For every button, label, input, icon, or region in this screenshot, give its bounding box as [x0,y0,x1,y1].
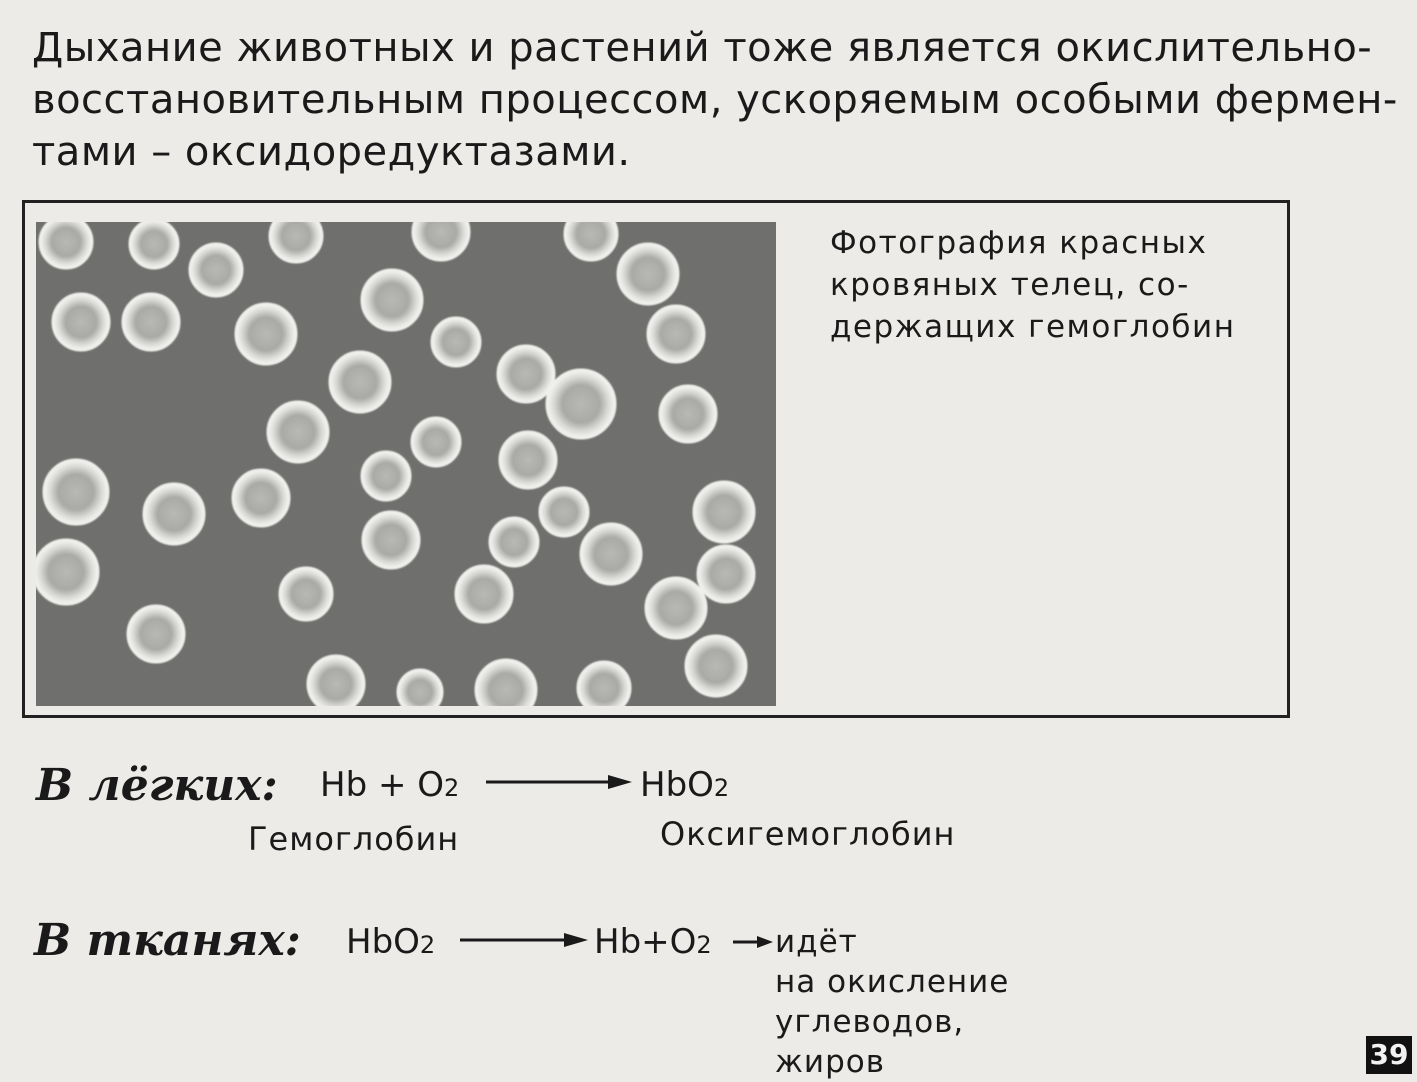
result-line: идёт [775,924,858,960]
lungs-label: В лёгких: [36,760,278,811]
formula-text: Hb + O [320,765,445,805]
result-line: углеводов, [775,1004,965,1040]
red-blood-cell [128,606,184,662]
red-blood-cells-photo [36,222,776,706]
red-blood-cell [398,670,442,706]
red-blood-cell [618,244,678,304]
result-line: на окисление [775,964,1010,1000]
red-blood-cell [130,222,178,268]
red-blood-cell [280,568,332,620]
tissues-reaction-arrow [460,928,588,952]
red-blood-cell [308,656,364,706]
red-blood-cell [490,518,538,566]
lungs-product-formula [640,765,729,805]
hemoglobin-name: Гемоглобин [248,820,460,858]
formula-subscript: 2 [444,774,460,802]
red-blood-cell [123,294,179,350]
tissues-product-formula [594,922,712,962]
red-blood-cell [233,470,289,526]
red-blood-cell [498,346,554,402]
red-blood-cell [362,452,410,500]
formula-subscript: 2 [419,931,436,959]
red-blood-cell [40,222,92,268]
red-blood-cell [44,460,108,524]
tissues-label: В тканях: [34,915,301,966]
tissues-result-text [775,922,1009,1082]
red-blood-cell [363,512,419,568]
red-blood-cell [190,244,242,296]
red-blood-cell [547,370,615,438]
red-blood-cell [330,352,390,412]
red-blood-cell [648,306,704,362]
red-blood-cell [432,318,480,366]
red-blood-cell [236,304,296,364]
micrograph-image [36,222,776,706]
formula-text: HbO [640,765,714,805]
tissues-reactant-formula [346,922,435,962]
intro-line: восстановительным процессом, ускоряемым особыми фермен- [32,77,1398,123]
caption-line: Фотография красных [830,225,1208,261]
page-number-badge: 39 [1366,1036,1412,1074]
red-blood-cell [646,578,706,638]
formula-text: HbO [346,922,420,962]
red-blood-cell [694,482,754,542]
formula-text: Hb+O [594,922,697,962]
red-blood-cell [565,222,617,260]
formula-subscript: 2 [696,931,712,959]
red-blood-cell [698,546,754,602]
red-blood-cell [412,418,460,466]
red-blood-cell [362,270,422,330]
red-blood-cell [53,294,109,350]
intro-line: Дыхание животных и растений тоже является окислительно- [32,25,1373,71]
red-blood-cell [540,488,588,536]
intro-paragraph [32,22,1398,178]
caption-line: держащих гемоглобин [830,309,1236,345]
red-blood-cell [581,524,641,584]
caption-line: кровяных телец, со- [830,267,1190,303]
lungs-reactant-formula [320,765,459,805]
red-blood-cell [660,386,716,442]
red-blood-cell [268,402,328,462]
red-blood-cell [36,540,98,604]
red-blood-cell [500,432,556,488]
formula-subscript: 2 [713,774,730,802]
red-blood-cell [578,662,630,706]
red-blood-cell [476,660,536,706]
red-blood-cell [144,484,204,544]
photo-caption [830,222,1260,348]
tissues-result-arrow [733,932,773,952]
oxyhemoglobin-name: Оксигемоглобин [660,815,956,853]
red-blood-cell [456,566,512,622]
red-blood-cell [270,222,322,262]
lungs-reaction-arrow [486,770,632,794]
intro-line: тами – оксидоредуктазами. [32,129,631,175]
red-blood-cell [686,636,746,696]
result-line: жиров [775,1044,885,1080]
